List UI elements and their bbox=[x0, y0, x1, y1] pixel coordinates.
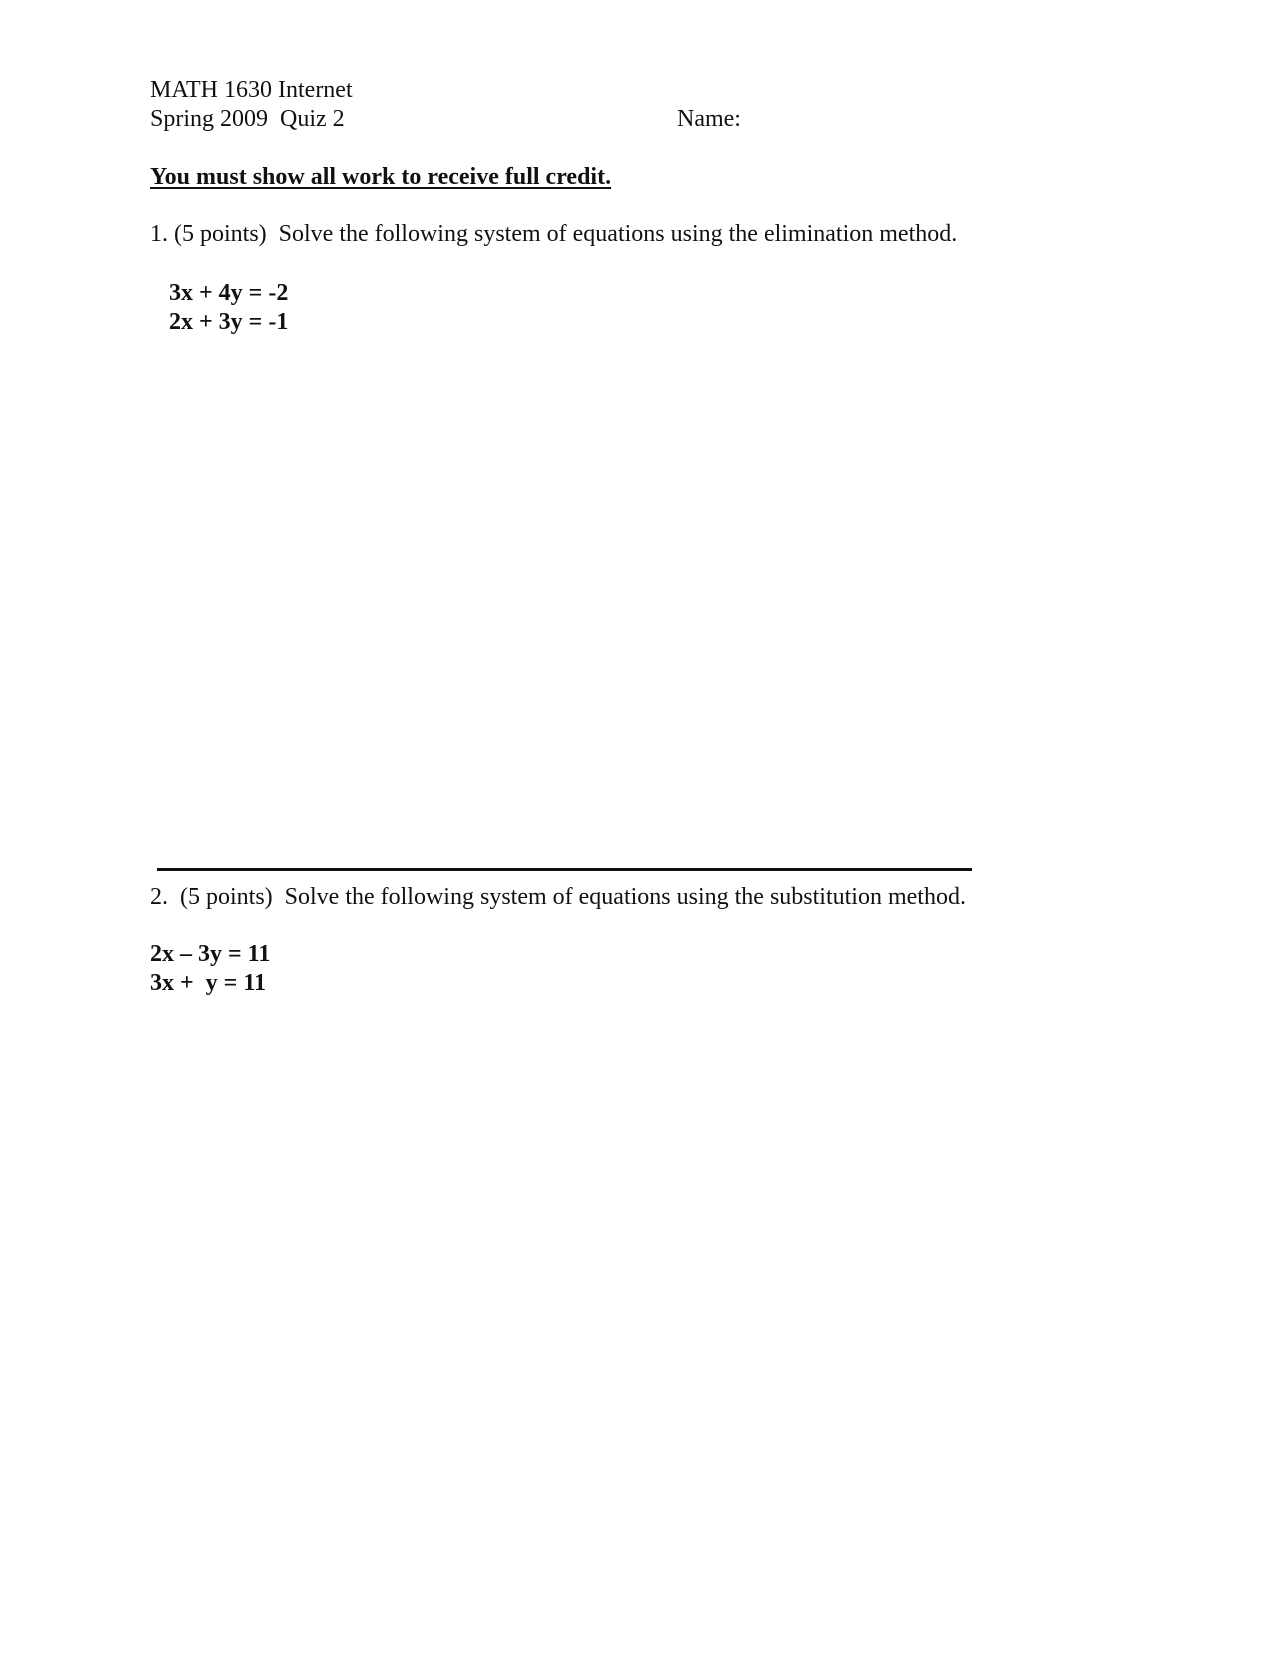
question-2-prompt: 2. (5 points) Solve the following system of equations using the substitution method. bbox=[150, 884, 966, 910]
instructions: You must show all work to receive full credit. bbox=[150, 164, 612, 190]
question-1-equation-2: 2x + 3y = -1 bbox=[169, 309, 289, 335]
question-1-prompt: 1. (5 points) Solve the following system of equations using the elimination method. bbox=[150, 221, 958, 247]
course-title: MATH 1630 Internet bbox=[150, 77, 353, 103]
question-2-equation-2: 3x + y = 11 bbox=[150, 970, 267, 996]
question-2-equation-1: 2x – 3y = 11 bbox=[150, 941, 271, 967]
term-quiz-label: Spring 2009 Quiz 2 bbox=[150, 106, 345, 132]
section-divider bbox=[157, 868, 972, 871]
name-label: Name: bbox=[677, 106, 741, 132]
question-1-equation-1: 3x + 4y = -2 bbox=[169, 280, 289, 306]
